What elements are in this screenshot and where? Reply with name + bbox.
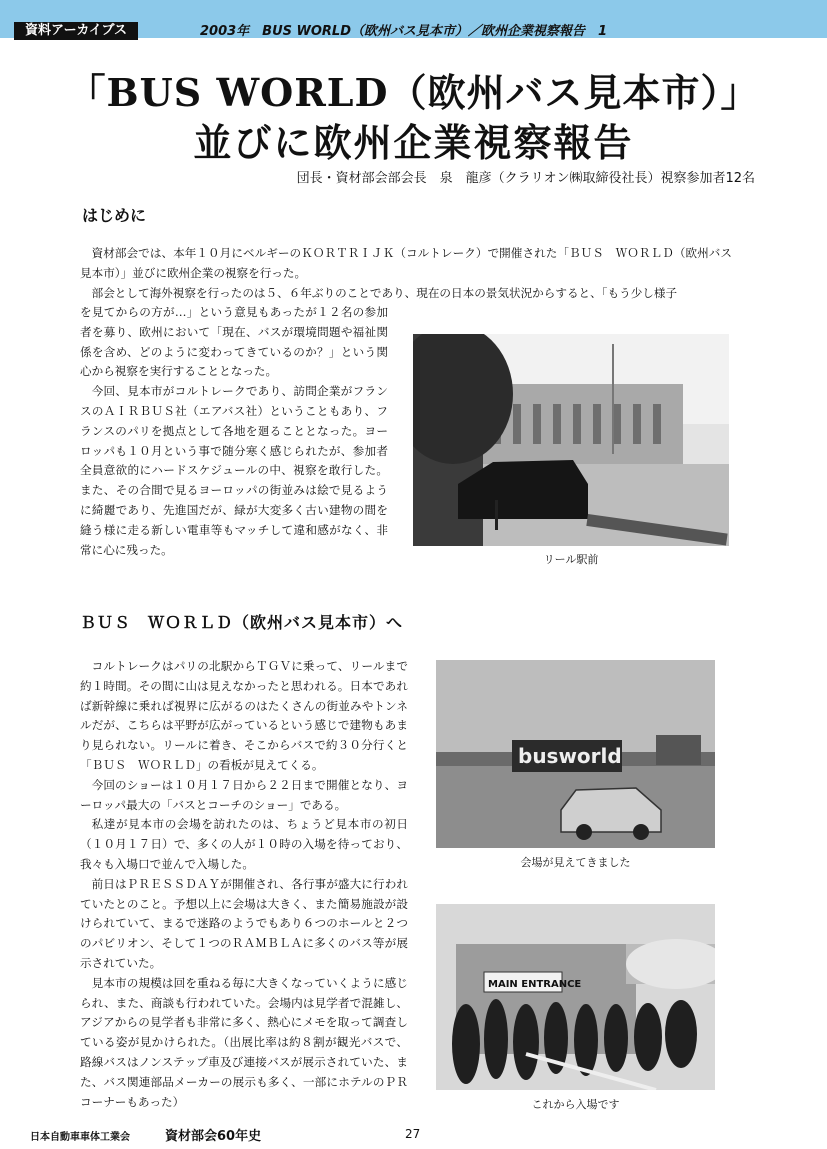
busworld-paragraph: コルトレークはパリの北駅からＴＧＶに乗って、リールまで約１時間。その間に山は見えなかったと思われる。日本であれば新幹線に乗れば視界に広がるのはたくさんの街並みやトンネルだが、こちらは平野が広がっているという感じで建物もあまり見られない。リールに着き、そこからバスで約３０分行くと「ＢＵＳ ＷＯＲＬＤ」の看板が見えてくる。	[80, 659, 408, 772]
section-heading-busworld: ＢＵＳ ＷＯＲＬＤ（欧州バス見本市）へ	[80, 613, 404, 632]
intro-paragraph: 資材部会では、本年１０月にベルギーのＫＯＲＴＲＩＪＫ（コルトレーク）で開催された「ＢＵＳ ＷＯＲＬＤ（欧州バス見本市）」並びに欧州企業の視察を行った。	[80, 246, 732, 280]
lille-station-image	[413, 334, 729, 546]
footer-organization: 日本自動車車体工業会	[30, 1132, 130, 1143]
intro-column-paragraph: 今回、見本市がコルトレークであり、訪問企業がフランスのＡＩＲＢＵＳ社（エアバス社）ということもあり、フランスのパリを拠点として各地を廻ることとなった。ヨーロッパも１０月という事で随分寒く感じられたが、参加者全員意欲的にハードスケジュールの中、視察を敢行した。また、その合間で見るヨーロッパの街並みは絵で見るように綺麗であり、先進国だが、緑が大変多く古い建物の間を縫う様に走る新しい電車等もマッチして違和感がなく、非常に心に残った。	[80, 384, 388, 557]
author-line: 団長・資材部会部会長 泉 龍彦（クラリオン㈱取締役社長）視察参加者12名	[296, 171, 755, 186]
footer-book-title: 資材部会60年史	[165, 1129, 262, 1144]
page-number: 27	[405, 1127, 421, 1141]
intro-text	[80, 244, 732, 303]
busworld-text	[80, 657, 408, 1112]
intro-column-text	[80, 303, 388, 560]
intro-column-paragraph: を見てからの方が…」という意見もあったが１２名の参加者を募り、欧州において「現在、バスが環境問題や福祉関係を含め、どのように変わってきているのか？」という関心から視察を実行することとなった。	[80, 305, 388, 379]
photo-caption-venue: 会場が見えてきました	[520, 856, 631, 869]
busworld-paragraph: 私達が見本市の会場を訪れたのは、ちょうど見本市の初日（１０月１７日）で、多くの人が１０時の入場を待っており、我々も入場口で並んで入場した。	[80, 817, 408, 871]
photo-caption-lille: リール駅前	[543, 553, 599, 566]
busworld-sign-text: busworld	[518, 744, 622, 768]
photo-busworld-venue	[436, 660, 715, 848]
section-heading-intro: はじめに	[82, 206, 147, 225]
main-entrance-sign-text: MAIN ENTRANCE	[488, 979, 582, 990]
busworld-venue-image	[436, 660, 715, 848]
header-title: 2003年 BUS WORLD（欧州バス見本市）／欧州企業視察報告 1	[200, 24, 608, 39]
photo-main-entrance	[436, 904, 715, 1090]
busworld-paragraph: 今回のショーは１０月１７日から２２日まで開催となり、ヨーロッパ最大の「バスとコーチのショー」である。	[80, 777, 408, 812]
header-tag: 資料アーカイブス	[14, 22, 138, 40]
intro-paragraph: 部会として海外視察を行ったのは５、６年ぶりのことであり、現在の日本の景気状況からすると、「もう少し様子	[91, 285, 678, 300]
main-entrance-image	[436, 904, 715, 1090]
page-title-line1: 「BUS WORLD（欧州バス見本市）」	[67, 70, 760, 115]
page-title-line2: 並びに欧州企業視察報告	[193, 120, 634, 165]
busworld-paragraph: 前日はＰＲＥＳＳＤＡＹが開催され、各行事が盛大に行われていたとのこと。予想以上に会場は大きく、また簡易施設が設けられていて、まるで迷路のようでもあり６つのホールと２つのパビリオン、そして１つのＲＡＭＢＬＡに多くのバス等が展示されていた。	[80, 876, 408, 970]
photo-lille-station	[413, 334, 729, 546]
busworld-paragraph: 見本市の規模は回を重ねる毎に大きくなっていくように感じられ、また、商談も行われていた。会場内は見学者で混雑し、アジアからの見学者も非常に多く、熱心にメモを取って調査している姿が見かけられた。（出展比率は約８割が観光バスで、路線バスはノンステップ車及び連接バスが展示されていた、また、バス関連部品メーカーの展示も多く、一部にホテルのＰＲコーナーもあった）	[80, 975, 408, 1109]
photo-caption-entrance: これから入場です	[531, 1098, 620, 1111]
